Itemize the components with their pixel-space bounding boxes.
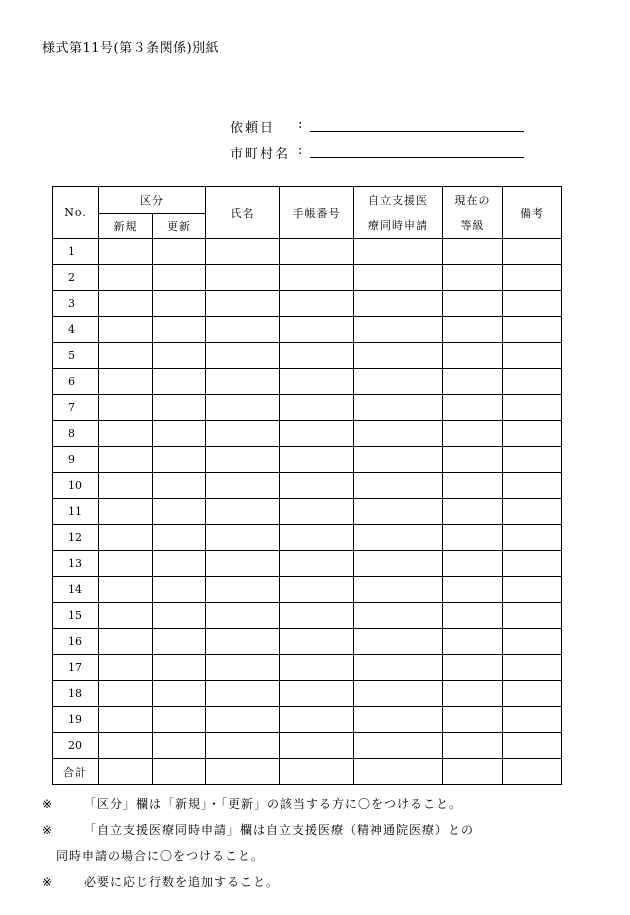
- request-date-colon: :: [298, 117, 305, 132]
- remarks-cell[interactable]: [503, 447, 562, 473]
- note-mark: ※: [42, 823, 54, 837]
- notebook-number-cell[interactable]: [280, 629, 354, 655]
- request-date-label: 依頼日: [230, 121, 276, 136]
- new-cell[interactable]: [99, 681, 153, 707]
- table-row: [53, 655, 562, 681]
- note-2-text: 「自立支援医療同時申請」欄は自立支援医療（精神通院医療）との: [84, 823, 475, 837]
- notebook-number-cell[interactable]: [280, 369, 354, 395]
- remarks-cell[interactable]: [503, 343, 562, 369]
- current-grade-cell[interactable]: [443, 265, 503, 291]
- remarks-cell[interactable]: [503, 681, 562, 707]
- renewal-cell[interactable]: [153, 369, 206, 395]
- header-simultaneous-line2: 療同時申請: [368, 218, 428, 232]
- new-cell[interactable]: [99, 603, 153, 629]
- row-number: 10: [53, 473, 99, 499]
- name-cell[interactable]: [206, 239, 280, 265]
- row-number: 3: [53, 291, 99, 317]
- notebook-number-cell[interactable]: [280, 447, 354, 473]
- note-mark: ※: [42, 797, 54, 811]
- row-number: 1: [53, 239, 99, 265]
- remarks-cell[interactable]: [503, 421, 562, 447]
- remarks-cell[interactable]: [503, 291, 562, 317]
- new-cell[interactable]: [99, 499, 153, 525]
- header-name: 氏名: [206, 187, 280, 239]
- new-cell[interactable]: [99, 239, 153, 265]
- name-cell[interactable]: [206, 395, 280, 421]
- simultaneous-application-cell[interactable]: [354, 291, 443, 317]
- notebook-number-cell[interactable]: [280, 707, 354, 733]
- row-number: 18: [53, 681, 99, 707]
- name-cell[interactable]: [206, 421, 280, 447]
- municipality-line[interactable]: [310, 157, 524, 158]
- table-row: [53, 239, 562, 265]
- row-number: 16: [53, 629, 99, 655]
- name-cell[interactable]: [206, 525, 280, 551]
- current-grade-cell[interactable]: [443, 239, 503, 265]
- name-cell[interactable]: [206, 447, 280, 473]
- name-cell[interactable]: [206, 681, 280, 707]
- table-row: [53, 499, 562, 525]
- new-cell[interactable]: [99, 473, 153, 499]
- name-cell[interactable]: [206, 473, 280, 499]
- new-cell[interactable]: [99, 759, 153, 785]
- name-cell[interactable]: [206, 551, 280, 577]
- current-grade-cell[interactable]: [443, 655, 503, 681]
- remarks-cell[interactable]: [503, 655, 562, 681]
- header-grade-line2: 等級: [460, 218, 485, 232]
- renewal-cell[interactable]: [153, 707, 206, 733]
- note-2-text-continued: 同時申請の場合に〇をつけること。: [56, 849, 265, 863]
- simultaneous-application-cell[interactable]: [354, 603, 443, 629]
- header-remarks: 備考: [503, 187, 562, 239]
- simultaneous-application-cell[interactable]: [354, 499, 443, 525]
- new-cell[interactable]: [99, 707, 153, 733]
- row-number: 17: [53, 655, 99, 681]
- simultaneous-application-cell[interactable]: [354, 447, 443, 473]
- simultaneous-application-cell[interactable]: [354, 343, 443, 369]
- table-row: [53, 603, 562, 629]
- new-cell[interactable]: [99, 343, 153, 369]
- municipality-colon: :: [298, 143, 305, 158]
- remarks-cell[interactable]: [503, 239, 562, 265]
- notebook-number-cell[interactable]: [280, 395, 354, 421]
- current-grade-cell[interactable]: [443, 759, 503, 785]
- row-number: 5: [53, 343, 99, 369]
- renewal-cell[interactable]: [153, 525, 206, 551]
- simultaneous-application-cell[interactable]: [354, 369, 443, 395]
- new-cell[interactable]: [99, 265, 153, 291]
- row-number: 2: [53, 265, 99, 291]
- simultaneous-application-cell[interactable]: [354, 265, 443, 291]
- name-cell[interactable]: [206, 369, 280, 395]
- remarks-cell[interactable]: [503, 733, 562, 759]
- new-cell[interactable]: [99, 447, 153, 473]
- renewal-cell[interactable]: [153, 733, 206, 759]
- header-new: 新規: [99, 214, 153, 239]
- new-cell[interactable]: [99, 317, 153, 343]
- remarks-cell[interactable]: [503, 629, 562, 655]
- table-row: [53, 473, 562, 499]
- notebook-number-cell[interactable]: [280, 603, 354, 629]
- current-grade-cell[interactable]: [443, 291, 503, 317]
- renewal-cell[interactable]: [153, 473, 206, 499]
- request-date-line[interactable]: [310, 131, 524, 132]
- current-grade-cell[interactable]: [443, 577, 503, 603]
- current-grade-cell[interactable]: [443, 733, 503, 759]
- notebook-number-cell[interactable]: [280, 499, 354, 525]
- notebook-number-cell[interactable]: [280, 655, 354, 681]
- table-row: [53, 369, 562, 395]
- municipality-field: [230, 143, 305, 162]
- renewal-cell[interactable]: [153, 447, 206, 473]
- table-row: [53, 707, 562, 733]
- header-notebook-number: 手帳番号: [280, 187, 354, 239]
- current-grade-cell[interactable]: [443, 343, 503, 369]
- renewal-cell[interactable]: [153, 343, 206, 369]
- header-grade-line1: 現在の: [454, 193, 491, 207]
- notebook-number-cell[interactable]: [280, 317, 354, 343]
- current-grade-cell[interactable]: [443, 369, 503, 395]
- remarks-cell[interactable]: [503, 473, 562, 499]
- simultaneous-application-cell[interactable]: [354, 655, 443, 681]
- name-cell[interactable]: [206, 499, 280, 525]
- simultaneous-application-cell[interactable]: [354, 681, 443, 707]
- new-cell[interactable]: [99, 369, 153, 395]
- new-cell[interactable]: [99, 733, 153, 759]
- notebook-number-cell[interactable]: [280, 421, 354, 447]
- new-cell[interactable]: [99, 551, 153, 577]
- name-cell[interactable]: [206, 265, 280, 291]
- renewal-cell[interactable]: [153, 655, 206, 681]
- renewal-cell[interactable]: [153, 239, 206, 265]
- remarks-cell[interactable]: [503, 525, 562, 551]
- row-number: 8: [53, 421, 99, 447]
- header-renewal: 更新: [153, 214, 206, 239]
- name-cell[interactable]: [206, 629, 280, 655]
- row-number: 7: [53, 395, 99, 421]
- simultaneous-application-cell[interactable]: [354, 395, 443, 421]
- remarks-cell[interactable]: [503, 759, 562, 785]
- renewal-cell[interactable]: [153, 317, 206, 343]
- name-cell[interactable]: [206, 707, 280, 733]
- renewal-cell[interactable]: [153, 395, 206, 421]
- simultaneous-application-cell[interactable]: [354, 551, 443, 577]
- notebook-number-cell[interactable]: [280, 577, 354, 603]
- new-cell[interactable]: [99, 525, 153, 551]
- renewal-cell[interactable]: [153, 291, 206, 317]
- header-no: No.: [53, 187, 99, 239]
- notebook-number-cell[interactable]: [280, 681, 354, 707]
- simultaneous-application-cell[interactable]: [354, 317, 443, 343]
- current-grade-cell[interactable]: [443, 707, 503, 733]
- application-table: [52, 186, 562, 785]
- row-number: 9: [53, 447, 99, 473]
- simultaneous-application-cell[interactable]: [354, 759, 443, 785]
- renewal-cell[interactable]: [153, 759, 206, 785]
- remarks-cell[interactable]: [503, 577, 562, 603]
- remarks-cell[interactable]: [503, 499, 562, 525]
- notebook-number-cell[interactable]: [280, 343, 354, 369]
- name-cell[interactable]: [206, 655, 280, 681]
- note-mark: ※: [42, 875, 54, 889]
- simultaneous-application-cell[interactable]: [354, 733, 443, 759]
- table-row: [53, 525, 562, 551]
- notebook-number-cell[interactable]: [280, 525, 354, 551]
- header-simultaneous-line1: 自立支援医: [368, 193, 428, 207]
- remarks-cell[interactable]: [503, 551, 562, 577]
- current-grade-cell[interactable]: [443, 395, 503, 421]
- new-cell[interactable]: [99, 395, 153, 421]
- total-row: [53, 759, 562, 785]
- table-row: [53, 343, 562, 369]
- notebook-number-cell[interactable]: [280, 759, 354, 785]
- new-cell[interactable]: [99, 629, 153, 655]
- notebook-number-cell[interactable]: [280, 239, 354, 265]
- name-cell[interactable]: [206, 317, 280, 343]
- renewal-cell[interactable]: [153, 629, 206, 655]
- remarks-cell[interactable]: [503, 369, 562, 395]
- notebook-number-cell[interactable]: [280, 733, 354, 759]
- remarks-cell[interactable]: [503, 707, 562, 733]
- note-1-text: 「区分」欄は「新規」・「更新」の該当する方に〇をつけること。: [84, 797, 463, 811]
- row-number: 11: [53, 499, 99, 525]
- new-cell[interactable]: [99, 577, 153, 603]
- current-grade-cell[interactable]: [443, 551, 503, 577]
- name-cell[interactable]: [206, 343, 280, 369]
- row-number: 4: [53, 317, 99, 343]
- header-current-grade: [443, 187, 503, 239]
- row-number: 6: [53, 369, 99, 395]
- row-number: 12: [53, 525, 99, 551]
- table-row: [53, 395, 562, 421]
- total-label: 合計: [53, 759, 99, 785]
- table-row: [53, 447, 562, 473]
- table-row: [53, 421, 562, 447]
- table-row: [53, 317, 562, 343]
- header-simultaneous-application: [354, 187, 443, 239]
- current-grade-cell[interactable]: [443, 421, 503, 447]
- row-number: 20: [53, 733, 99, 759]
- current-grade-cell[interactable]: [443, 603, 503, 629]
- renewal-cell[interactable]: [153, 603, 206, 629]
- table-row: [53, 577, 562, 603]
- simultaneous-application-cell[interactable]: [354, 577, 443, 603]
- new-cell[interactable]: [99, 421, 153, 447]
- simultaneous-application-cell[interactable]: [354, 707, 443, 733]
- form-title: 様式第11号(第３条関係)別紙: [42, 41, 220, 56]
- renewal-cell[interactable]: [153, 499, 206, 525]
- remarks-cell[interactable]: [503, 603, 562, 629]
- table-row: [53, 733, 562, 759]
- renewal-cell[interactable]: [153, 421, 206, 447]
- row-number: 13: [53, 551, 99, 577]
- new-cell[interactable]: [99, 291, 153, 317]
- name-cell[interactable]: [206, 603, 280, 629]
- remarks-cell[interactable]: [503, 265, 562, 291]
- request-date-field: [230, 117, 305, 136]
- name-cell[interactable]: [206, 759, 280, 785]
- notebook-number-cell[interactable]: [280, 473, 354, 499]
- notebook-number-cell[interactable]: [280, 265, 354, 291]
- notebook-number-cell[interactable]: [280, 291, 354, 317]
- simultaneous-application-cell[interactable]: [354, 421, 443, 447]
- row-number: 15: [53, 603, 99, 629]
- table-row: [53, 265, 562, 291]
- renewal-cell[interactable]: [153, 265, 206, 291]
- new-cell[interactable]: [99, 655, 153, 681]
- table-row: [53, 629, 562, 655]
- name-cell[interactable]: [206, 577, 280, 603]
- notebook-number-cell[interactable]: [280, 551, 354, 577]
- simultaneous-application-cell[interactable]: [354, 239, 443, 265]
- current-grade-cell[interactable]: [443, 499, 503, 525]
- remarks-cell[interactable]: [503, 395, 562, 421]
- name-cell[interactable]: [206, 291, 280, 317]
- current-grade-cell[interactable]: [443, 473, 503, 499]
- current-grade-cell[interactable]: [443, 629, 503, 655]
- table-row: [53, 681, 562, 707]
- current-grade-cell[interactable]: [443, 317, 503, 343]
- simultaneous-application-cell[interactable]: [354, 473, 443, 499]
- current-grade-cell[interactable]: [443, 681, 503, 707]
- municipality-label: 市町村名: [230, 147, 291, 162]
- header-category: 区分: [99, 187, 206, 214]
- remarks-cell[interactable]: [503, 317, 562, 343]
- current-grade-cell[interactable]: [443, 447, 503, 473]
- table-row: [53, 551, 562, 577]
- name-cell[interactable]: [206, 733, 280, 759]
- note-3-text: 必要に応じ行数を追加すること。: [84, 875, 280, 889]
- renewal-cell[interactable]: [153, 551, 206, 577]
- renewal-cell[interactable]: [153, 681, 206, 707]
- simultaneous-application-cell[interactable]: [354, 525, 443, 551]
- simultaneous-application-cell[interactable]: [354, 629, 443, 655]
- current-grade-cell[interactable]: [443, 525, 503, 551]
- row-number: 19: [53, 707, 99, 733]
- renewal-cell[interactable]: [153, 577, 206, 603]
- table-row: [53, 291, 562, 317]
- row-number: 14: [53, 577, 99, 603]
